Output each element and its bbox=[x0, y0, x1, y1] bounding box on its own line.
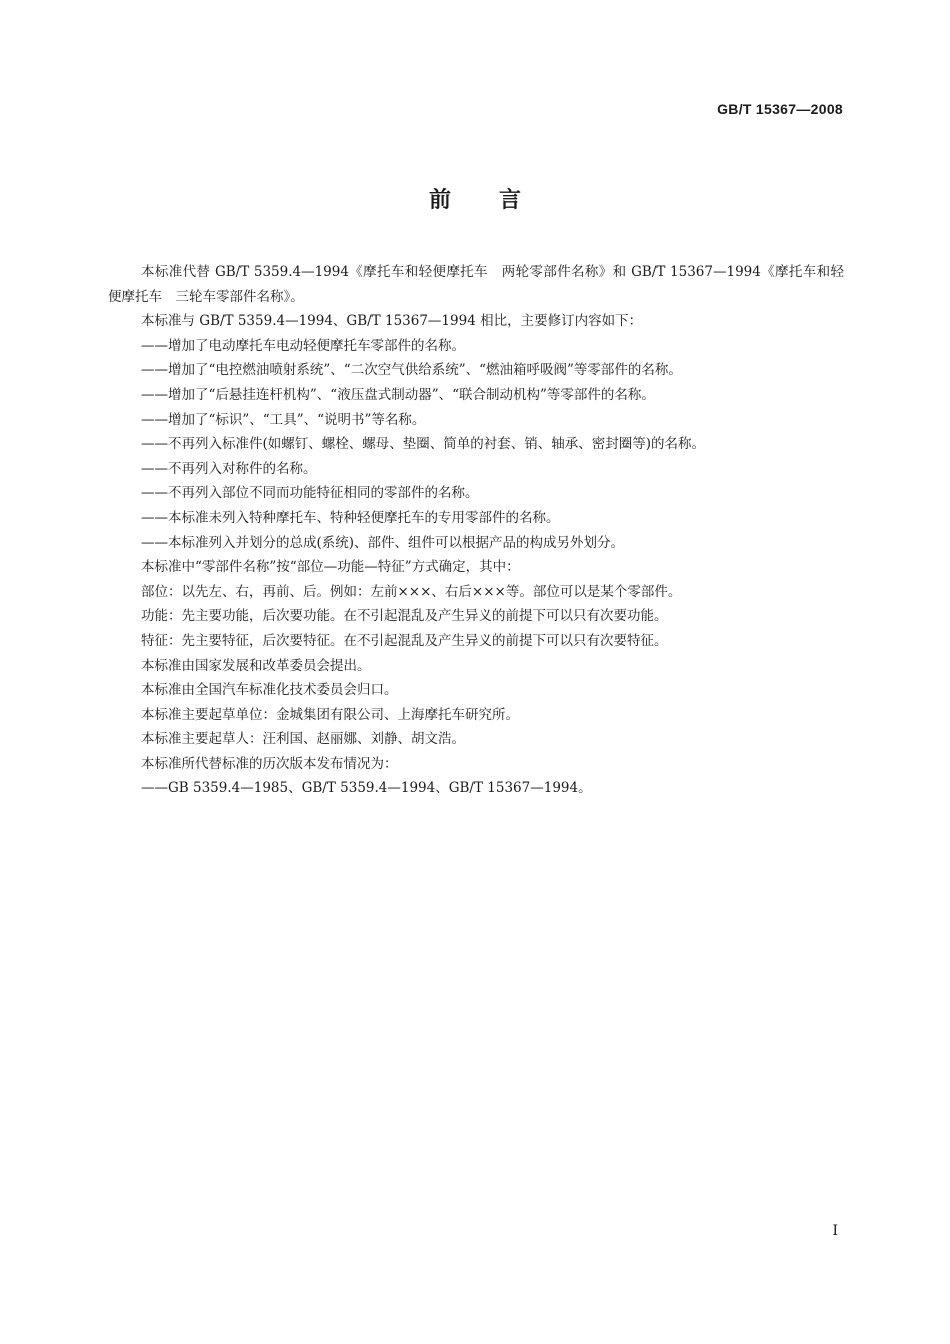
list-item: ——本标准列入并划分的总成(系统)、部件、组件可以根据产品的构成另外划分。 bbox=[141, 534, 625, 551]
document-body bbox=[108, 260, 844, 801]
list-item: ——GB 5359.4—1985、GB/T 5359.4—1994、GB/T 15367—1994。 bbox=[141, 780, 592, 797]
list-item: ——增加了“后悬挂连杆机构”、“液压盘式制动器”、“联合制动机构”等零部件的名称。 bbox=[141, 386, 655, 403]
paragraph-1: 本标准代替 GB/T 5359.4—1994《摩托车和轻便摩托车 两轮零部件名称》和 GB/T 15367—1994《摩托车和轻便摩托车 三轮车零部件名称》。 bbox=[108, 264, 844, 305]
list-item: ——不再列入部位不同而功能特征相同的零部件的名称。 bbox=[141, 485, 479, 502]
paragraph-2: 本标准与 GB/T 5359.4—1994、GB/T 15367—1994 相比，主要修订内容如下： bbox=[141, 313, 643, 330]
paragraph-history: 本标准所代替标准的历次版本发布情况为： bbox=[141, 755, 398, 772]
list-item: ——本标准未列入特种摩托车、特种轻便摩托车的专用零部件的名称。 bbox=[141, 509, 560, 526]
page-number: I bbox=[832, 1223, 838, 1239]
paragraph-proposer: 本标准由国家发展和改革委员会提出。 bbox=[141, 657, 371, 674]
page-title: 前言 bbox=[428, 188, 569, 213]
list-item: ——不再列入标准件(如螺钉、螺栓、螺母、垫圈、简单的衬套、销、轴承、密封圈等)的名称。 bbox=[141, 436, 706, 453]
paragraph-feature: 特征：先主要特征，后次要特征。在不引起混乱及产生异义的前提下可以只有次要特征。 bbox=[141, 632, 668, 649]
header-standard-code: GB/T 15367—2008 bbox=[717, 101, 843, 117]
paragraph-position: 部位：以先左、右，再前、后。例如：左前×××、右后×××等。部位可以是某个零部件。 bbox=[141, 583, 682, 600]
list-item: ——不再列入对称件的名称。 bbox=[141, 460, 317, 477]
paragraph-naming-rule: 本标准中“零部件名称”按“部位—功能—特征”方式确定，其中： bbox=[141, 559, 520, 576]
paragraph-function: 功能：先主要功能，后次要功能。在不引起混乱及产生异义的前提下可以只有次要功能。 bbox=[141, 608, 668, 625]
list-item: ——增加了电动摩托车电动轻便摩托车零部件的名称。 bbox=[141, 337, 465, 354]
paragraph-drafters: 本标准主要起草人：汪利国、赵丽娜、刘静、胡文浩。 bbox=[141, 731, 465, 748]
paragraph-drafting-units: 本标准主要起草单位：金城集团有限公司、上海摩托车研究所。 bbox=[141, 706, 519, 723]
paragraph-committee: 本标准由全国汽车标准化技术委员会归口。 bbox=[141, 682, 398, 699]
list-item: ——增加了“标识”、“工具”、“说明书”等名称。 bbox=[141, 411, 426, 428]
list-item: ——增加了“电控燃油喷射系统”、“二次空气供给系统”、“燃油箱呼吸阀”等零部件的名称。 bbox=[141, 362, 682, 379]
